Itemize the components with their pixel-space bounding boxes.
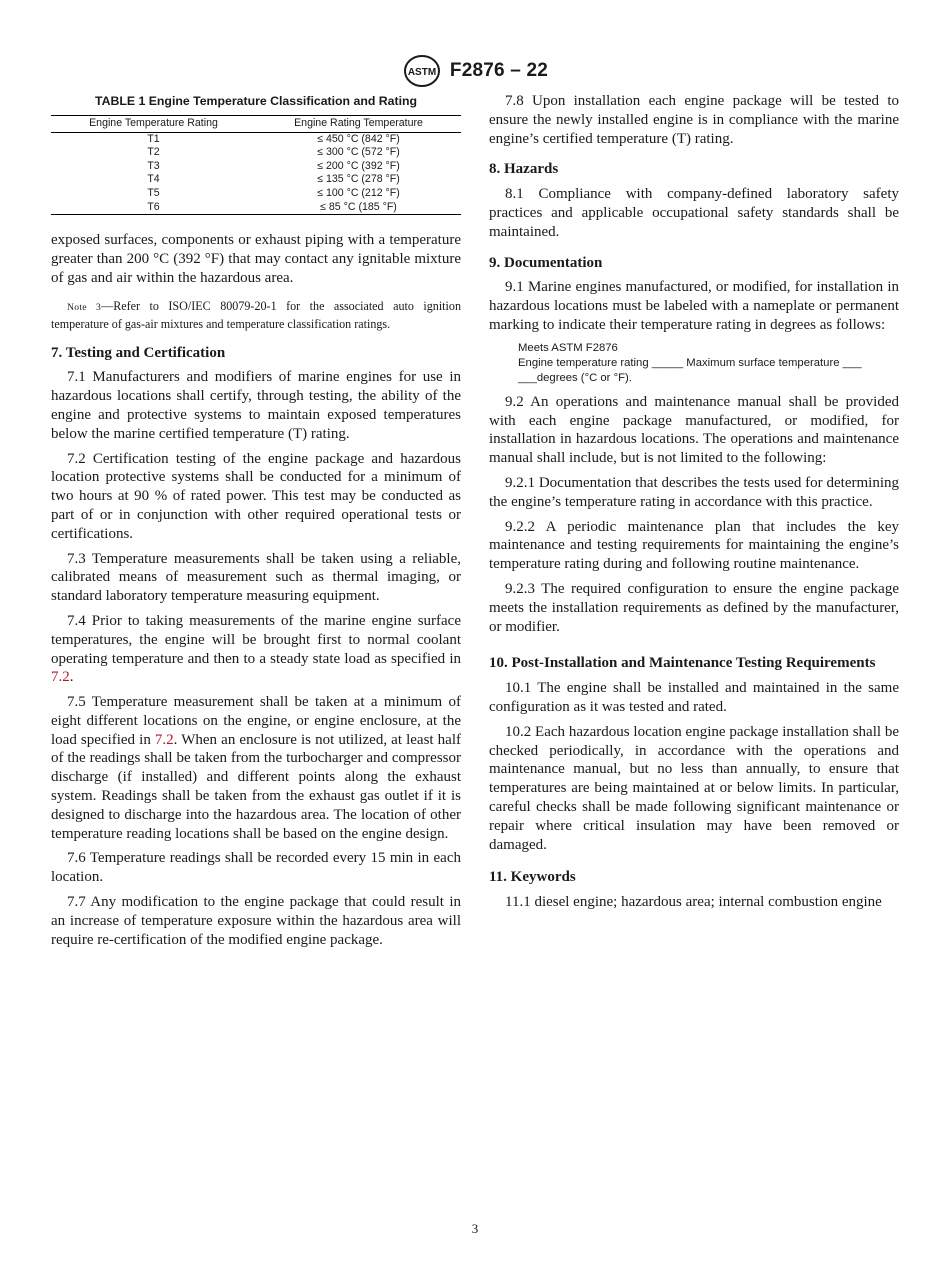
- paragraph-10-2: 10.2 Each hazardous location engine package installation shall be checked periodically, in accordance with the operations and maintenance manual, but no less than annually, to ensure that temperatures are being maintained at or below limits. In particular, careful checks shall be made following significant maintenance or repair where critical insulation may have been removed or damaged.: [489, 723, 899, 853]
- marking-line: Meets ASTM F2876: [518, 341, 618, 354]
- section-11-heading: 11. Keywords: [489, 869, 576, 886]
- paragraph-9-1: 9.1 Marine engines manufactured, or modified, for installation in hazardous locations must be labeled with a nameplate or permanent marking to indicate their temperature rating in degrees as follows:: [489, 279, 899, 333]
- paragraph-7-4-text: 7.4 Prior to taking measurements of the marine engine surface temperatures, the engine will be brought first to normal coolant operating temperature and then to a steady state load as specified in: [51, 612, 461, 667]
- rating-cell: T4: [147, 173, 160, 186]
- temperature-cell: ≤ 300 °C (572 °F): [317, 146, 400, 159]
- section-9-heading: 9. Documentation: [489, 254, 603, 271]
- temperature-cell: ≤ 200 °C (392 °F): [317, 159, 400, 172]
- paragraph-7-4-end: .: [69, 669, 74, 686]
- paragraph-7-5: [51, 693, 461, 843]
- rating-cell: T6: [51, 201, 256, 215]
- table-title: TABLE 1 Engine Temperature Classification and Rating: [94, 94, 418, 108]
- paragraph-11-1: 11.1 diesel engine; hazardous area; internal combustion engine: [505, 894, 882, 911]
- paragraph-7-5-text: 7.5 Temperature measurement shall be taken at a minimum of eight different locations on the engine, or engine enclosure, at the load specified in: [51, 694, 461, 748]
- section-7-2-link[interactable]: 7.2: [51, 669, 70, 686]
- paragraph-9-2-2: 9.2.2 A periodic maintenance plan that includes the key maintenance and testing requirements for maintaining the engine’s temperature rating during and following routine maintenance.: [489, 518, 899, 573]
- table-header-row: [51, 116, 461, 133]
- table-row: [51, 187, 461, 201]
- note-text: —Refer to ISO/IEC 80079-20-1 for the associated auto ignition temperature of gas-air mixtures and temperature classification ratings.: [51, 298, 461, 331]
- temperature-cell: ≤ 450 °C (842 °F): [317, 132, 400, 145]
- paragraph-7-8: 7.8 Upon installation each engine package will be tested to ensure the newly installed engine is in compliance with the marine engine’s certified temperature (T) rating.: [489, 93, 899, 147]
- marking-line: Engine temperature rating _____ Maximum surface temperature ___: [518, 356, 862, 369]
- marking-example: [489, 341, 899, 386]
- paragraph-7-1: 7.1 Manufacturers and modifiers of marine engines for use in hazardous locations shall certify, through testing, the ability of the engine and protective systems to maintain exposed temperatures below the marine certified temperature (T) rating.: [51, 369, 461, 442]
- table-row: [51, 201, 461, 215]
- paragraph-8-1: 8.1 Compliance with company-defined laboratory safety practices and applicable occupational safety standards shall be maintained.: [489, 186, 899, 240]
- table-column-header: Engine Rating Temperature: [256, 116, 461, 133]
- continuation-paragraph: exposed surfaces, components or exhaust piping with a temperature greater than 200 °C (392 °F) that may contact any ignitable mixture of gas and air within the hazardous area.: [51, 232, 461, 286]
- rating-cell: T5: [147, 186, 160, 199]
- section-10-heading: 10. Post-Installation and Maintenance Testing Requirements: [489, 655, 876, 672]
- rating-cell: T2: [147, 146, 160, 159]
- temperature-cell: ≤ 85 °C (185 °F): [256, 201, 461, 215]
- right-column: [489, 92, 899, 918]
- paragraph-7-3: 7.3 Temperature measurements shall be taken using a reliable, calibrated means of measurement such as thermal imaging, or standard laboratory temperature measuring equipment.: [51, 550, 461, 605]
- table-row: [51, 146, 461, 160]
- marking-line: ___degrees (°C or °F).: [518, 371, 632, 384]
- table-row: [51, 173, 461, 187]
- rating-cell: T1: [147, 132, 160, 145]
- paragraph-7-2: 7.2 Certification testing of the engine package and hazardous location protective systems shall be conducted for a minimum of two hours at 90 % of rated power. This test may be conducted as part of or in conjunction with other required operational tests or certifications.: [51, 450, 461, 542]
- paragraph-9-2-3: 9.2.3 The required configuration to ensure the engine package meets the installation requirements as defined by the manufacturer, or modifier.: [489, 580, 899, 635]
- paragraph-7-4: [51, 612, 461, 687]
- paragraph-9-2: 9.2 An operations and maintenance manual shall be provided with each engine package manufactured, or modified, for installation in hazardous locations. The operations and maintenance manual shall include, but is not limited to the following:: [489, 393, 899, 467]
- temperature-cell: ≤ 135 °C (278 °F): [317, 173, 400, 186]
- paragraph-9-2-1: 9.2.1 Documentation that describes the tests used for determining the engine’s temperature rating in accordance with this practice.: [489, 474, 899, 510]
- left-column: [51, 92, 461, 955]
- paragraph-7-5-rest: . When an enclosure is not utilized, at least half of the readings shall be taken from the turbocharger and compressor discharge (if installed) and different points along the exhaust system. Readings shall be taken from the exhaust gas outlet if it is designed to discharge into the hazardous area. The location of other temperature reading locations shall be based on the engine design.: [51, 731, 461, 842]
- note-label: Note 3: [67, 301, 102, 313]
- astm-logo-icon: [402, 54, 442, 88]
- paragraph-7-7: 7.7 Any modification to the engine package that could result in an increase of temperature exposure within the hazardous area will require re-certification of the modified engine package.: [51, 894, 461, 948]
- page-header: [0, 54, 950, 88]
- section-8-heading: 8. Hazards: [489, 161, 559, 178]
- temperature-classification-table: [51, 115, 461, 215]
- logo-text: ASTM: [407, 67, 437, 78]
- section-7-heading: 7. Testing and Certification: [51, 344, 226, 361]
- standard-designation: F2876 – 22: [449, 60, 549, 81]
- table-row: [51, 132, 461, 146]
- paragraph-10-1: 10.1 The engine shall be installed and maintained in the same configuration as it was tested and rated.: [489, 680, 899, 715]
- rating-cell: T3: [147, 159, 160, 172]
- section-7-2-link[interactable]: 7.2: [154, 731, 174, 748]
- page-number: 3: [471, 1221, 479, 1236]
- temperature-cell: ≤ 100 °C (212 °F): [317, 186, 400, 199]
- note-3: [51, 298, 461, 332]
- paragraph-7-6: 7.6 Temperature readings shall be recorded every 15 min in each location.: [51, 850, 461, 886]
- table-row: [51, 160, 461, 174]
- table-column-header: Engine Temperature Rating: [51, 116, 256, 133]
